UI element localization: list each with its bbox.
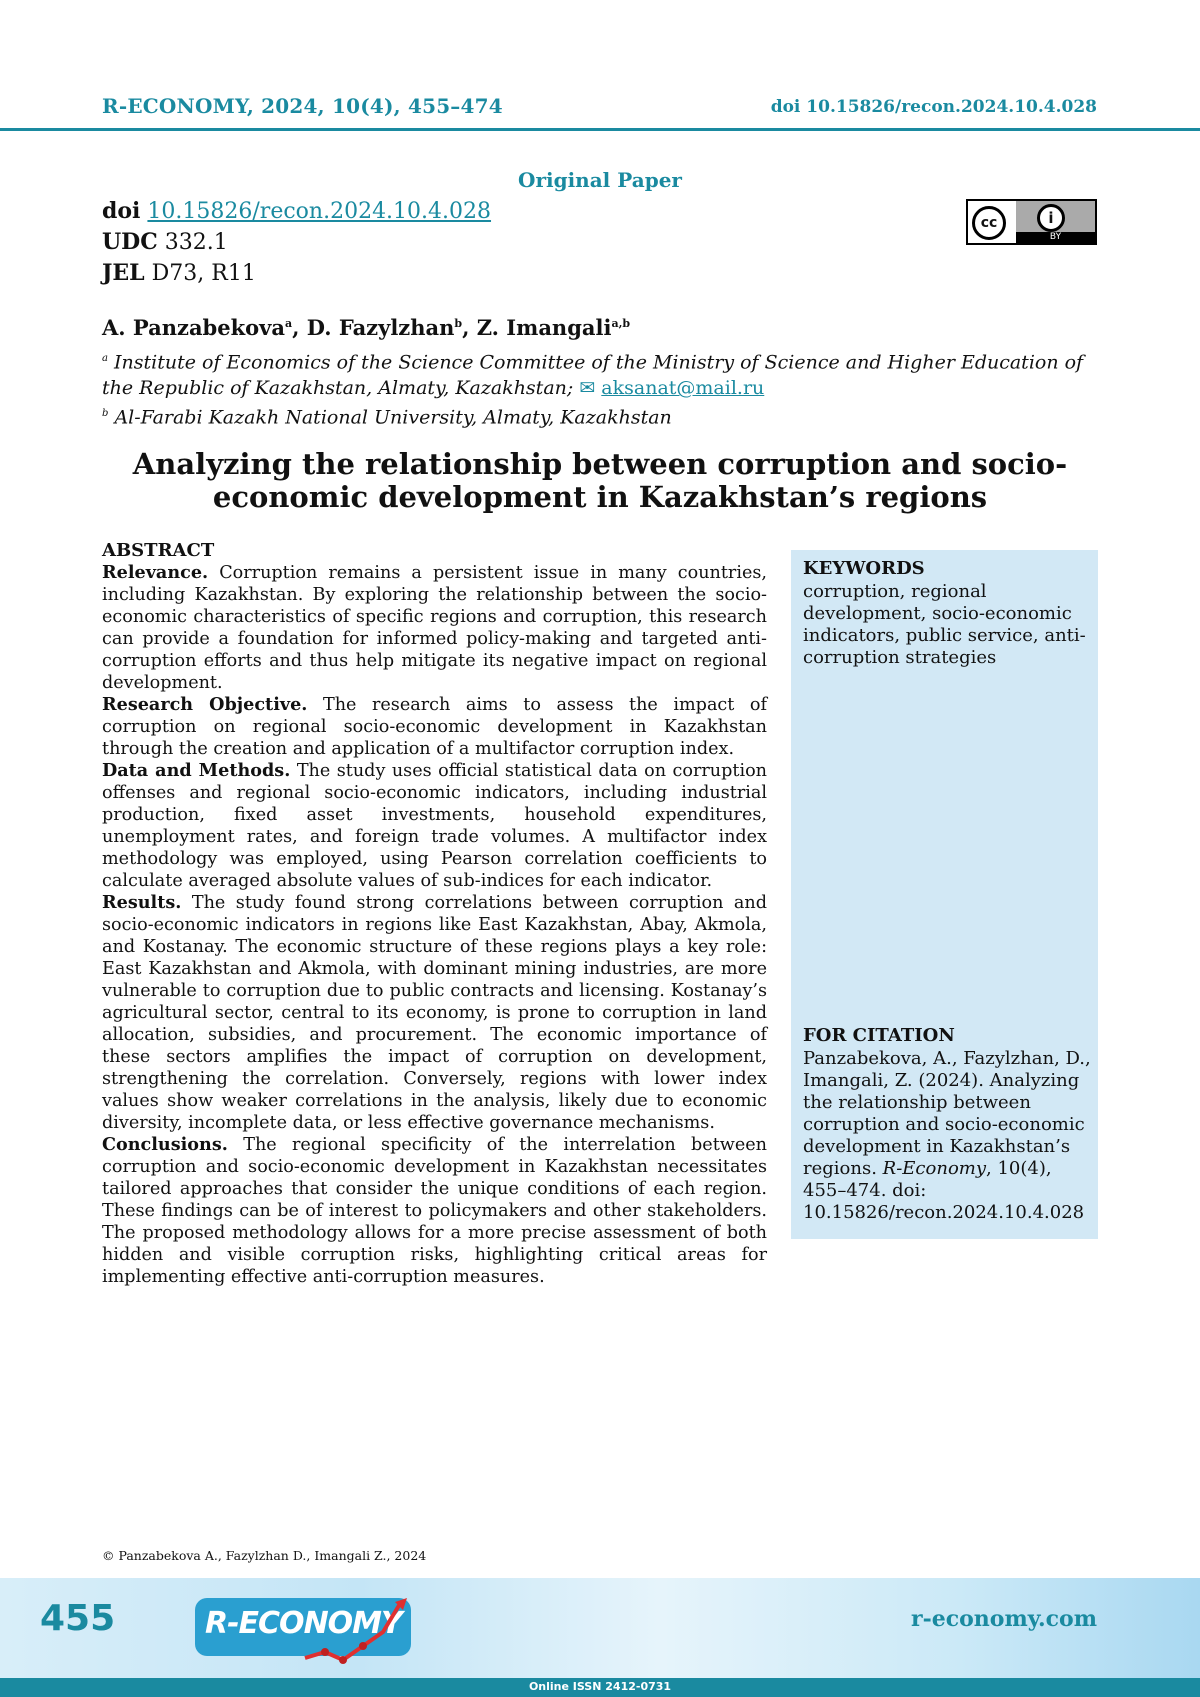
header-divider xyxy=(0,128,1200,131)
udc-label: UDC xyxy=(102,229,158,255)
citation-heading: FOR CITATION xyxy=(803,1025,955,1046)
author-name: Z. Imangali xyxy=(476,315,612,340)
abstract-methods: Data and Methods. The study uses official statistical data on corruption offenses and regional socio-economic indicators, including industrial production, fixed asset investments, household expenditures, unemployment rates, and foreign trade volumes. A multifactor index methodology was employed, using Pearson correlation coefficients to calculate averaged absolute values of sub-indices for each indicator. xyxy=(102,760,767,891)
website-link[interactable]: r-economy.com xyxy=(910,1606,1097,1632)
affiliation-a: $^a$ Institute of Economics of the Science Committee of the Ministry of Science and Higher Education of the Republic of Kazakhstan, Almaty, Kazakhstan; ✉ aksanat@mail.ru xyxy=(102,351,1084,400)
email-link[interactable]: aksanat@mail.ru xyxy=(601,377,765,400)
keywords-heading: KEYWORDS xyxy=(803,558,925,579)
logo-trend-icon xyxy=(295,1596,415,1666)
header-doi: doi 10.15826/recon.2024.10.4.028 xyxy=(770,97,1097,117)
authors: A. Panzabekova$^a$, D. Fazylzhan$^b$, Z. Imangali$^{a,b}$ xyxy=(102,315,631,340)
author-name: A. Panzabekova xyxy=(102,315,285,340)
affiliations xyxy=(102,346,1102,431)
keywords-text: corruption, regional development, socio-economic indicators, public service, anti-corruption strategies xyxy=(803,581,1086,668)
author-sup: a xyxy=(284,317,293,330)
paper-meta xyxy=(102,196,491,289)
jel-label: JEL xyxy=(102,260,145,286)
abstract-heading: ABSTRACT xyxy=(102,540,215,561)
author-sup: b xyxy=(454,317,463,330)
abstract-results: Results. The study found strong correlations between corruption and socio-economic indicators in regions like East Kazakhstan, Abay, Akmola, and Kostanay. The economic structure of these regions plays a key role: East Kazakhstan and Akmola, with dominant mining industries, are more vulnerable to corruption due to public contracts and licensing. Kostanay’s agricultural sector, central to its economy, is prone to corruption in land allocation, subsidies, and procurement. The economic importance of these sectors amplifies the impact of corruption on development, strengthening the correlation. Conversely, regions with lower index values show weaker correlations in the analysis, likely due to economic diversity, incomplete data, or less effective governance mechanisms. xyxy=(102,892,767,1133)
cc-icon: cc xyxy=(972,206,1006,240)
doi-label: doi xyxy=(102,198,141,224)
attribution-icon: i xyxy=(1037,204,1065,232)
envelope-icon: ✉ xyxy=(579,377,596,400)
udc-line xyxy=(102,227,491,258)
copyright: © Panzabekova A., Fazylzhan D., Imangali Z., 2024 xyxy=(102,1548,427,1563)
abstract-relevance: Relevance. Corruption remains a persistent issue in many countries, including Kazakhstan. By exploring the relationship between the socio-economic characteristics of specific regions and corruption, this research can provide a foundation for informed policy-making and targeted anti-corruption efforts and thus help mitigate its negative impact on regional development. xyxy=(102,562,768,693)
jel-line xyxy=(102,258,491,289)
journal-header: R-ECONOMY, 2024, 10(4), 455–474 xyxy=(102,94,503,118)
by-label: BY xyxy=(1016,232,1095,243)
page-number: 455 xyxy=(40,1598,116,1639)
cc-by-license-badge[interactable] xyxy=(966,199,1097,245)
abstract-conclusions: Conclusions. The regional specificity of the interrelation between corruption and socio-economic development in Kazakhstan necessitates tailored approaches that consider the unique conditions of each region. These findings can be of interest to policymakers and other stakeholders. The proposed methodology allows for a more precise assessment of both hidden and visible corruption risks, highlighting critical areas for implementing effective anti-corruption measures. xyxy=(102,1134,768,1287)
doi-link[interactable]: 10.15826/recon.2024.10.4.028 xyxy=(147,199,492,224)
paper-title: Analyzing the relationship between corruption and socio-economic development in Kazakhstan’s regions xyxy=(132,447,1068,514)
logo-text: R-ECONOMY xyxy=(205,1606,402,1641)
paper-type: Original Paper xyxy=(518,168,682,192)
doi-line xyxy=(102,196,491,227)
abstract-body xyxy=(102,562,767,1288)
citation-text: Panzabekova, A., Fazylzhan, D., Imangali, Z. (2024). Analyzing the relationship between corruption and socio-economic development in Kazakhstan’s regions. R-Economy, 10(4), 455–474. doi: 10.15826/recon.2024.10.4.028 xyxy=(803,1048,1091,1223)
author-sup: a,b xyxy=(611,317,631,330)
jel-value: D73, R11 xyxy=(151,261,256,286)
author-name: D. Fazylzhan xyxy=(306,315,455,340)
udc-value: 332.1 xyxy=(164,230,228,255)
abstract-objective: Research Objective. The research aims to assess the impact of corruption on regional socio-economic development in Kazakhstan through the creation and application of a multifactor corruption index. xyxy=(102,694,767,759)
issn: Online ISSN 2412-0731 xyxy=(528,1680,672,1693)
affiliation-b: $^b$ Al-Farabi Kazakh National University, Almaty, Kazakhstan xyxy=(102,406,672,429)
